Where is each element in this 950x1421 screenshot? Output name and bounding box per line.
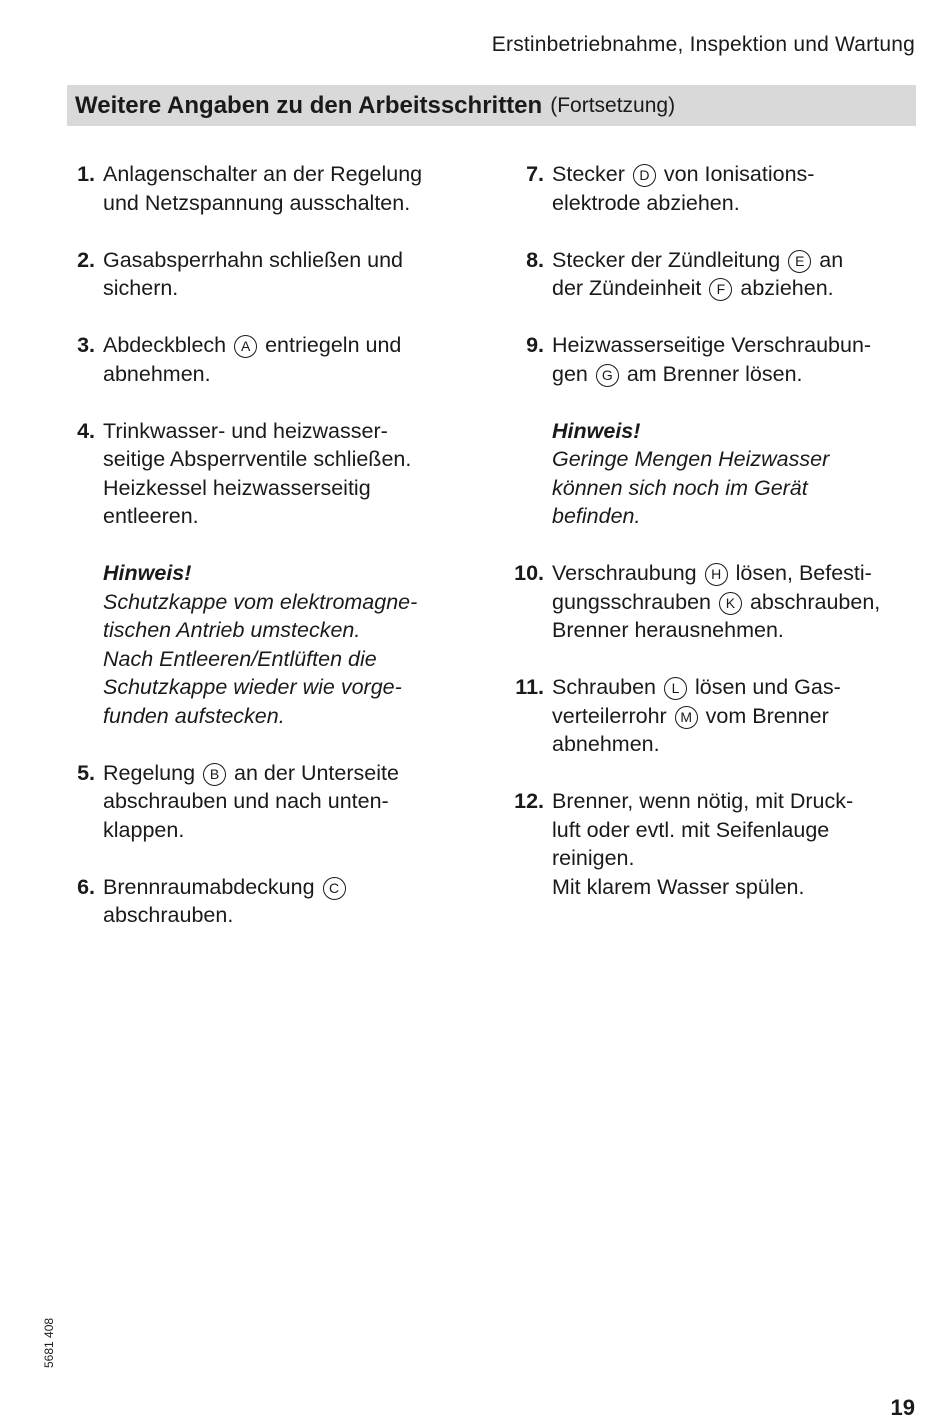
- text-run: Regelung: [103, 760, 196, 785]
- step-number: 7.: [526, 162, 544, 186]
- text-run: Abdeckblech: [103, 333, 227, 357]
- text-run: verteilerrohr: [552, 703, 667, 728]
- text-run: Stecker: [552, 162, 625, 186]
- note-box: [552, 417, 928, 531]
- page-number: 19: [890, 1395, 915, 1420]
- note-title: Hinweis!: [552, 418, 641, 443]
- section-title: Weitere Angaben zu den Arbeitsschritten: [75, 91, 543, 119]
- right-column: [508, 160, 928, 930]
- text-run: lösen, Befesti-: [735, 561, 872, 585]
- text-run: vom Brenner: [705, 703, 829, 728]
- circled-letter-l: L: [664, 677, 687, 700]
- document-number: 5681 408: [42, 1317, 56, 1368]
- step-line: [552, 360, 871, 389]
- running-header: Erstinbetriebnahme, Inspektion und Wartung: [491, 33, 915, 56]
- note-line: befinden.: [552, 504, 641, 528]
- step-line: [103, 331, 401, 360]
- step-text: [95, 160, 422, 217]
- step-line: abschrauben.: [103, 903, 234, 927]
- note-line: Schutzkappe vom elektromagne-: [103, 589, 418, 614]
- step-line: sichern.: [103, 276, 179, 300]
- note-line: Schutzkappe wieder wie vorge-: [103, 675, 402, 699]
- step-line: Mit klarem Wasser spülen.: [552, 874, 805, 899]
- text-run: gungsschrauben: [552, 589, 711, 614]
- step-line: Anlagenschalter an der Regelung: [103, 162, 423, 186]
- step-text: [95, 246, 403, 303]
- step-text: [544, 787, 853, 901]
- text-run: an: [819, 247, 844, 272]
- text-run: an der Unterseite: [234, 760, 399, 785]
- step-12: [508, 787, 928, 901]
- step-line: Brenner, wenn nötig, mit Druck-: [552, 789, 854, 813]
- step-line: entleeren.: [103, 504, 199, 528]
- step-line: [552, 274, 843, 303]
- step-10: [508, 559, 928, 645]
- step-number: 1.: [77, 162, 95, 186]
- step-number: 4.: [77, 418, 95, 443]
- step-line: elektrode abziehen.: [552, 190, 740, 215]
- circled-letter-g: G: [596, 364, 619, 387]
- step-line: [552, 673, 841, 702]
- circled-letter-e: E: [788, 250, 811, 273]
- step-number: 6.: [77, 874, 95, 899]
- step-text: [544, 559, 880, 645]
- text-run: gen: [552, 361, 588, 386]
- text-run: abschrauben,: [749, 589, 881, 614]
- step-line: Brenner herausnehmen.: [552, 618, 784, 642]
- text-run: Brennraumabdeckung: [103, 874, 315, 899]
- step-line: abschrauben und nach unten-: [103, 789, 389, 813]
- circled-letter-b: B: [203, 763, 226, 786]
- step-line: Trinkwasser- und heizwasser-: [103, 418, 388, 443]
- step-8: [508, 246, 928, 303]
- step-4: [67, 417, 467, 531]
- step-11: [508, 673, 928, 759]
- step-number: 2.: [77, 247, 95, 272]
- step-number: 11.: [515, 675, 544, 699]
- note-line: Geringe Mengen Heizwasser: [552, 447, 830, 471]
- text-run: von Ionisations-: [663, 162, 815, 186]
- circled-letter-d: D: [633, 164, 656, 187]
- step-line: [552, 160, 814, 189]
- text-run: Verschraubung: [552, 561, 697, 585]
- step-text: [544, 331, 871, 388]
- step-line: [103, 759, 399, 788]
- text-run: lösen und Gas-: [694, 675, 841, 699]
- step-text: [95, 331, 401, 388]
- step-line: [552, 702, 841, 731]
- step-text: [544, 246, 843, 303]
- text-run: entriegeln und: [265, 333, 402, 357]
- text-run: Schrauben: [552, 675, 656, 699]
- left-column: [67, 160, 467, 958]
- step-9: [508, 331, 928, 388]
- step-line: klappen.: [103, 817, 185, 842]
- step-number: 8.: [526, 247, 544, 272]
- step-line: Gasabsperrhahn schließen und: [103, 247, 403, 272]
- step-line: luft oder evtl. mit Seifenlauge: [552, 817, 830, 842]
- note-title: Hinweis!: [103, 561, 192, 585]
- step-line: [103, 873, 348, 902]
- step-text: [95, 873, 348, 930]
- text-run: am Brenner lösen.: [626, 361, 803, 386]
- step-6: [67, 873, 467, 930]
- note-box: [103, 559, 467, 730]
- note-line: funden aufstecken.: [103, 703, 285, 728]
- note-line: tischen Antrieb umstecken.: [103, 618, 361, 642]
- step-line: abnehmen.: [103, 361, 211, 386]
- step-text: [544, 160, 814, 217]
- section-title-suffix: (Fortsetzung): [550, 93, 676, 117]
- step-number: 3.: [77, 333, 95, 357]
- circled-letter-c: C: [323, 877, 346, 900]
- step-line: Heizkessel heizwasserseitig: [103, 475, 371, 500]
- note-line: können sich noch im Gerät: [552, 475, 808, 500]
- step-text: [95, 759, 399, 845]
- step-1: [67, 160, 467, 217]
- step-line: abnehmen.: [552, 732, 660, 756]
- circled-letter-m: M: [675, 706, 698, 729]
- step-3: [67, 331, 467, 388]
- step-number: 5.: [77, 760, 95, 785]
- step-2: [67, 246, 467, 303]
- text-run: der Zündeinheit: [552, 276, 702, 300]
- section-title-bar: [67, 85, 916, 126]
- circled-letter-a: A: [234, 335, 257, 358]
- step-line: Heizwasserseitige Verschraubun-: [552, 333, 872, 357]
- step-text: [95, 417, 411, 531]
- circled-letter-f: F: [709, 278, 732, 301]
- circled-letter-h: H: [705, 563, 728, 586]
- text-run: Stecker der Zündleitung: [552, 247, 781, 272]
- step-line: [552, 246, 843, 275]
- step-line: [552, 559, 880, 588]
- note-line: Nach Entleeren/Entlüften die: [103, 646, 377, 671]
- text-run: abziehen.: [740, 276, 834, 300]
- step-number: 12.: [514, 789, 544, 813]
- step-line: und Netzspannung ausschalten.: [103, 190, 411, 215]
- step-text: [544, 673, 841, 759]
- step-7: [508, 160, 928, 217]
- step-5: [67, 759, 467, 845]
- circled-letter-k: K: [719, 592, 742, 615]
- step-number: 10.: [514, 561, 544, 585]
- step-number: 9.: [526, 333, 544, 357]
- step-line: reinigen.: [552, 846, 635, 870]
- step-line: seitige Absperrventile schließen.: [103, 447, 412, 471]
- step-line: [552, 588, 880, 617]
